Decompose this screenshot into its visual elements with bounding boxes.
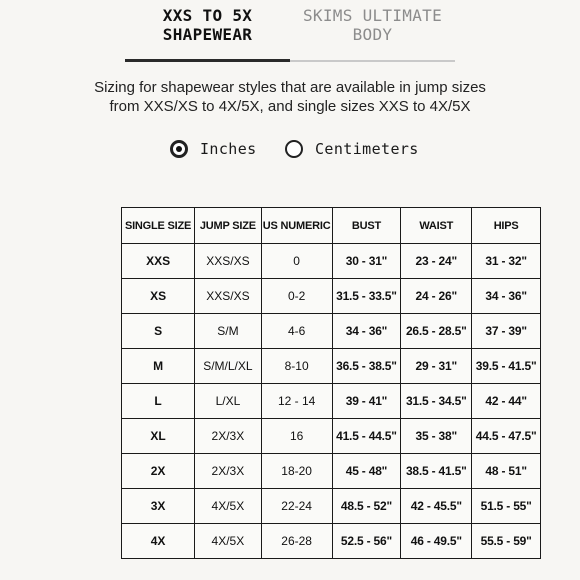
description-line-1: Sizing for shapewear styles that are available in jump sizes [94, 79, 486, 96]
table-row [122, 524, 541, 559]
cell-us-numeric: 16 [261, 419, 332, 454]
unit-toggle [170, 136, 430, 162]
cell-single-size: L [122, 384, 195, 419]
inactive-tab-indicator [290, 60, 455, 62]
cell-waist: 31.5 - 34.5" [401, 384, 472, 419]
active-tab-indicator [125, 59, 290, 62]
cell-waist: 35 - 38" [401, 419, 472, 454]
cell-single-size: 4X [122, 524, 195, 559]
cell-bust: 41.5 - 44.5" [332, 419, 401, 454]
size-guide-tabs [125, 6, 455, 62]
table-row [122, 279, 541, 314]
tab-ultimate-body[interactable] [290, 6, 455, 56]
header-waist: WAIST [401, 208, 472, 244]
cell-hips: 48 - 51" [472, 454, 541, 489]
cell-hips: 42 - 44" [472, 384, 541, 419]
table-row [122, 244, 541, 279]
cell-waist: 29 - 31" [401, 349, 472, 384]
cell-jump-size: XXS/XS [195, 244, 262, 279]
cell-single-size: XXS [122, 244, 195, 279]
cell-jump-size: 4X/5X [195, 524, 262, 559]
radio-inches[interactable] [170, 136, 257, 162]
cell-waist: 24 - 26" [401, 279, 472, 314]
cell-us-numeric: 18-20 [261, 454, 332, 489]
header-jump-size: JUMP SIZE [195, 208, 262, 244]
table-row [122, 314, 541, 349]
cell-us-numeric: 8-10 [261, 349, 332, 384]
cell-jump-size: 2X/3X [195, 454, 262, 489]
cell-jump-size: 4X/5X [195, 489, 262, 524]
header-single-size: SINGLE SIZE [122, 208, 195, 244]
sizing-description [40, 78, 540, 116]
cell-single-size: XS [122, 279, 195, 314]
cell-single-size: XL [122, 419, 195, 454]
cell-hips: 37 - 39" [472, 314, 541, 349]
cell-hips: 31 - 32" [472, 244, 541, 279]
cell-waist: 38.5 - 41.5" [401, 454, 472, 489]
cell-hips: 44.5 - 47.5" [472, 419, 541, 454]
cell-bust: 30 - 31" [332, 244, 401, 279]
radio-inches-label: Inches [200, 140, 257, 158]
cell-waist: 23 - 24" [401, 244, 472, 279]
radio-centimeters[interactable] [285, 136, 419, 162]
radio-centimeters-label: Centimeters [315, 140, 419, 158]
header-hips: HIPS [472, 208, 541, 244]
cell-us-numeric: 0 [261, 244, 332, 279]
cell-jump-size: S/M [195, 314, 262, 349]
radio-selected-icon [170, 140, 188, 158]
cell-waist: 46 - 49.5" [401, 524, 472, 559]
table-row [122, 454, 541, 489]
cell-jump-size: S/M/L/XL [195, 349, 262, 384]
table-row [122, 349, 541, 384]
radio-unselected-icon [285, 140, 303, 158]
size-table-container[interactable] [121, 207, 537, 557]
tab-ultimate-body-line2: BODY [352, 25, 393, 44]
table-header-row [122, 208, 541, 244]
cell-jump-size: L/XL [195, 384, 262, 419]
cell-hips: 55.5 - 59" [472, 524, 541, 559]
tab-shapewear[interactable] [125, 6, 290, 56]
tab-ultimate-body-line1: SKIMS ULTIMATE [302, 6, 443, 25]
cell-us-numeric: 0-2 [261, 279, 332, 314]
cell-jump-size: XXS/XS [195, 279, 262, 314]
cell-bust: 48.5 - 52" [332, 489, 401, 524]
header-bust: BUST [332, 208, 401, 244]
table-row [122, 384, 541, 419]
cell-waist: 26.5 - 28.5" [401, 314, 472, 349]
cell-waist: 42 - 45.5" [401, 489, 472, 524]
cell-bust: 45 - 48" [332, 454, 401, 489]
cell-single-size: S [122, 314, 195, 349]
cell-bust: 52.5 - 56" [332, 524, 401, 559]
cell-single-size: M [122, 349, 195, 384]
cell-jump-size: 2X/3X [195, 419, 262, 454]
tab-shapewear-line2: SHAPEWEAR [162, 25, 253, 44]
table-row [122, 419, 541, 454]
tab-shapewear-line1: XXS TO 5X [162, 6, 253, 25]
header-us-numeric: US NUMERIC [261, 208, 332, 244]
cell-hips: 39.5 - 41.5" [472, 349, 541, 384]
size-table [121, 207, 541, 559]
cell-bust: 34 - 36" [332, 314, 401, 349]
cell-us-numeric: 26-28 [261, 524, 332, 559]
cell-us-numeric: 4-6 [261, 314, 332, 349]
cell-bust: 39 - 41" [332, 384, 401, 419]
cell-us-numeric: 12 - 14 [261, 384, 332, 419]
table-row [122, 489, 541, 524]
cell-hips: 34 - 36" [472, 279, 541, 314]
cell-hips: 51.5 - 55" [472, 489, 541, 524]
cell-bust: 31.5 - 33.5" [332, 279, 401, 314]
cell-single-size: 3X [122, 489, 195, 524]
cell-us-numeric: 22-24 [261, 489, 332, 524]
description-line-2: from XXS/XS to 4X/5X, and single sizes XXS to 4X/5X [109, 98, 471, 115]
cell-single-size: 2X [122, 454, 195, 489]
cell-bust: 36.5 - 38.5" [332, 349, 401, 384]
